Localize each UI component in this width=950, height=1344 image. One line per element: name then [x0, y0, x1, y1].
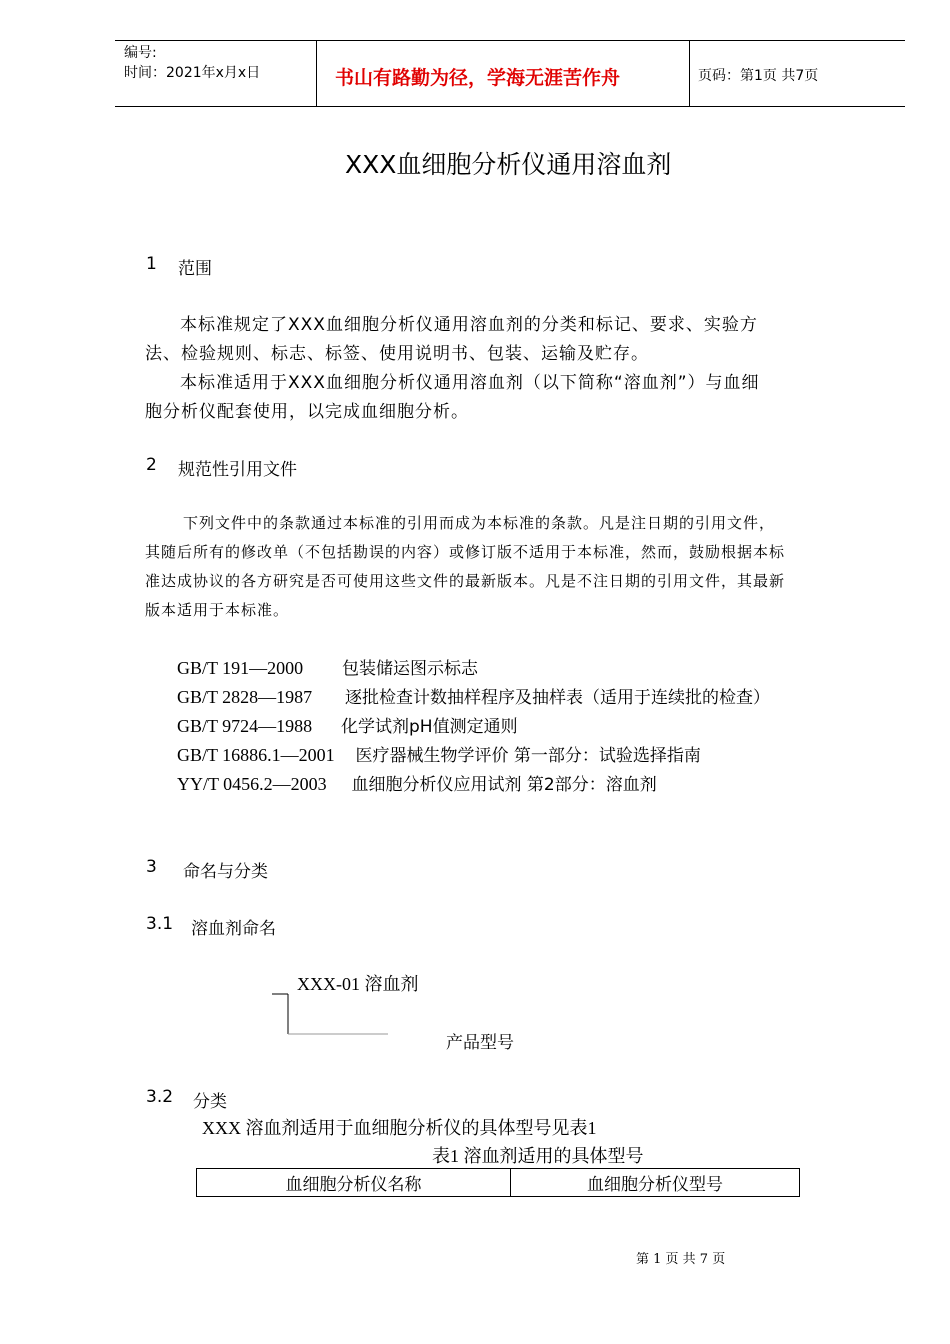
- paragraph-line: 法、检验规则、标志、标签、使用说明书、包装、运输及贮存。: [145, 344, 649, 364]
- section-number: 3.1: [146, 914, 174, 934]
- reference-item: [177, 712, 518, 737]
- table-caption: 表1 溶血剂适用的具体型号: [432, 1146, 644, 1166]
- paragraph-line: 胞分析仪配套使用，以完成血细胞分析。: [145, 402, 469, 422]
- reference-code: GB/T 2828—1987: [177, 687, 313, 707]
- reference-title: 医疗器械生物学评价 第一部分：试验选择指南: [355, 746, 701, 766]
- table-header-cell: 血细胞分析仪名称: [197, 1169, 511, 1197]
- reference-item: [177, 683, 770, 708]
- reference-title: 逐批检查计数抽样程序及抽样表（适用于连续批的检查）: [345, 688, 770, 708]
- section-number: 3: [146, 857, 157, 877]
- naming-example: XXX-01 溶血剂: [297, 974, 419, 994]
- section-heading: 分类: [193, 1092, 227, 1112]
- section-number: 2: [146, 455, 157, 475]
- reference-title: 化学试剂pH值测定通则: [341, 717, 518, 737]
- naming-connector: [270, 992, 400, 1037]
- paragraph-line: 版本适用于本标准。: [145, 601, 290, 619]
- header-divider: [316, 40, 317, 107]
- paragraph-line: 其随后所有的修改单（不包括勘误的内容）或修订版不适用于本标准，然而，鼓励根据本标: [145, 543, 786, 561]
- paragraph-line: 本标准适用于XXX血细胞分析仪通用溶血剂（以下简称“溶血剂”）与血细: [180, 373, 760, 393]
- document-title: XXX血细胞分析仪通用溶血剂: [345, 150, 672, 179]
- header-divider: [689, 40, 690, 107]
- reference-item: [177, 654, 478, 679]
- time-label: 时间：2021年x月x日: [124, 65, 261, 81]
- section-heading: 命名与分类: [183, 862, 268, 882]
- header-bottom-rule: [115, 106, 905, 107]
- header-motto: 书山有路勤为径，学海无涯苦作舟: [335, 67, 621, 89]
- reference-code: GB/T 191—2000: [177, 658, 304, 678]
- section-number: 3.2: [146, 1087, 174, 1107]
- code-label: 编号:: [124, 45, 157, 61]
- classification-text: XXX 溶血剂适用于血细胞分析仪的具体型号见表1: [202, 1118, 597, 1138]
- reference-item: [177, 770, 657, 795]
- section-number: 1: [146, 254, 157, 274]
- reference-title: 血细胞分析仪应用试剂 第2部分：溶血剂: [351, 775, 657, 795]
- naming-label: 产品型号: [446, 1033, 514, 1053]
- section-heading: 规范性引用文件: [178, 460, 297, 480]
- paragraph-line: 下列文件中的条款通过本标准的引用而成为本标准的条款。凡是注日期的引用文件，: [183, 514, 776, 532]
- paragraph-line: 本标准规定了XXX血细胞分析仪通用溶血剂的分类和标记、要求、实验方: [180, 315, 758, 335]
- section-heading: 溶血剂命名: [191, 919, 276, 939]
- paragraph-line: 准达成协议的各方研究是否可使用这些文件的最新版本。凡是不注日期的引用文件，其最新: [145, 572, 786, 590]
- model-table: [196, 1168, 800, 1197]
- reference-title: 包装储运图示标志: [342, 659, 478, 679]
- reference-code: YY/T 0456.2—2003: [177, 774, 327, 794]
- reference-code: GB/T 16886.1—2001: [177, 745, 335, 765]
- reference-item: [177, 741, 701, 766]
- reference-code: GB/T 9724—1988: [177, 716, 313, 736]
- table-row: [197, 1169, 800, 1197]
- page-info: 页码：第1页 共7页: [698, 68, 819, 84]
- table-header-cell: 血细胞分析仪型号: [511, 1169, 800, 1197]
- header-top-rule: [115, 40, 905, 41]
- page-footer: 第 1 页 共 7 页: [636, 1252, 726, 1267]
- section-heading: 范围: [178, 259, 212, 279]
